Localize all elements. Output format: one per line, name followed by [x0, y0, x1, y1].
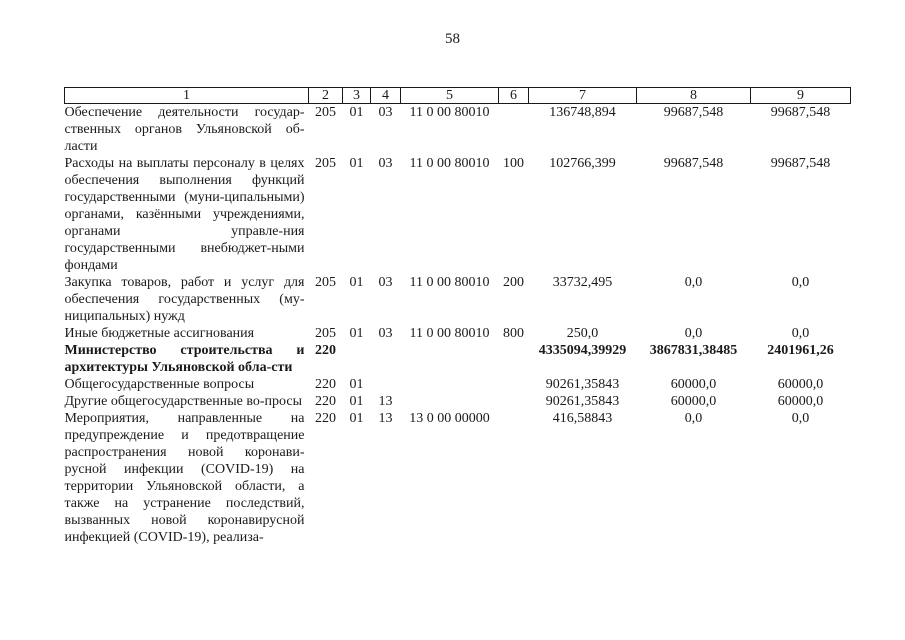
table-row: [65, 104, 851, 156]
table-row: [65, 325, 851, 342]
budget-table: [64, 87, 851, 546]
row-name: Общегосударственные вопросы: [64, 377, 255, 392]
row-code-4: 03: [378, 105, 393, 120]
column-header: 6: [499, 88, 529, 104]
row-code-3: 01: [349, 377, 364, 392]
row-code-2: 205: [315, 156, 336, 171]
column-header: 8: [637, 88, 751, 104]
row-name: Обеспечение деятельности государ-ственных органов Ульяновской об-ласти: [64, 105, 305, 154]
row-amount-9: 2401961,26: [767, 343, 834, 358]
row-amount-7: 4335094,39929: [538, 343, 627, 358]
row-code-6: [499, 393, 529, 410]
row-code-4: 13: [378, 411, 393, 426]
row-code-4: 03: [378, 156, 393, 171]
row-code-6: 100: [503, 156, 524, 171]
row-code-3: 01: [349, 275, 364, 290]
row-code-5: [401, 376, 499, 393]
row-amount-8: 99687,548: [663, 105, 724, 120]
row-code-6: [499, 376, 529, 393]
row-code-5: 11 0 00 80010: [409, 326, 490, 341]
row-amount-8: 0,0: [684, 275, 703, 290]
row-code-2: 220: [315, 411, 336, 426]
row-code-3: 01: [349, 326, 364, 341]
row-code-4: 03: [378, 326, 393, 341]
row-amount-9: 99687,548: [770, 156, 831, 171]
row-code-3: 01: [349, 394, 364, 409]
row-code-2: 205: [315, 105, 336, 120]
header-row: [65, 88, 851, 104]
table-row: [65, 410, 851, 546]
row-amount-8: 0,0: [684, 411, 703, 426]
column-header: 9: [751, 88, 851, 104]
table-row: [65, 274, 851, 325]
row-name: Закупка товаров, работ и услуг для обеспечения государственных (му-ниципальных) нужд: [64, 275, 305, 324]
row-code-5: 11 0 00 80010: [409, 275, 490, 290]
row-code-5: [401, 342, 499, 376]
row-amount-7: 90261,35843: [545, 394, 620, 409]
row-amount-7: 416,58843: [552, 411, 613, 426]
row-amount-9: 60000,0: [777, 377, 824, 392]
row-code-3: 01: [349, 156, 364, 171]
row-amount-9: 0,0: [791, 275, 810, 290]
row-amount-8: 99687,548: [663, 156, 724, 171]
table-row: [65, 155, 851, 274]
row-code-3: 01: [349, 105, 364, 120]
row-code-6: [499, 342, 529, 376]
column-header: 2: [309, 88, 343, 104]
row-code-4: [371, 376, 401, 393]
row-amount-9: 99687,548: [770, 105, 831, 120]
row-code-5: 11 0 00 80010: [409, 156, 490, 171]
column-header: 4: [371, 88, 401, 104]
row-code-5: 13 0 00 00000: [409, 411, 490, 426]
row-amount-7: 250,0: [566, 326, 599, 341]
page-number: 58: [445, 31, 460, 47]
row-code-3: 01: [349, 411, 364, 426]
row-code-6: [499, 410, 529, 546]
row-code-2: 220: [315, 394, 336, 409]
row-code-2: 205: [315, 275, 336, 290]
row-amount-7: 33732,495: [552, 275, 613, 290]
row-code-4: 13: [378, 394, 393, 409]
row-name: Министерство строительства и архитектуры Ульяновской обла-сти: [64, 343, 305, 375]
table-row: [65, 342, 851, 376]
row-amount-7: 102766,399: [549, 156, 616, 171]
row-name: Мероприятия, направленные на предупреждение и предотвращение распространения новой коронави-русной инфекции (COVID-19) на территории Ульяновской области, а также на устранение последствий, вызванных новой коронавирусной инфекцией (COVID-19), реализа-: [64, 411, 305, 545]
row-name: Иные бюджетные ассигнования: [64, 326, 255, 341]
row-amount-8: 0,0: [684, 326, 703, 341]
row-code-5: [401, 393, 499, 410]
row-code-2: 220: [315, 343, 336, 358]
row-amount-8: 60000,0: [670, 377, 717, 392]
row-amount-7: 90261,35843: [545, 377, 620, 392]
table-row: [65, 393, 851, 410]
row-amount-9: 60000,0: [777, 394, 824, 409]
row-amount-9: 0,0: [791, 411, 810, 426]
column-header: 5: [401, 88, 499, 104]
row-code-6: 800: [503, 326, 524, 341]
row-code-6: [499, 104, 529, 156]
row-code-2: 220: [315, 377, 336, 392]
row-amount-9: 0,0: [791, 326, 810, 341]
row-code-2: 205: [315, 326, 336, 341]
row-code-4: 03: [378, 275, 393, 290]
row-amount-8: 3867831,38485: [649, 343, 738, 358]
column-header: 1: [65, 88, 309, 104]
row-amount-7: 136748,894: [549, 105, 616, 120]
row-code-6: 200: [503, 275, 524, 290]
row-code-4: [371, 342, 401, 376]
column-header: 3: [343, 88, 371, 104]
column-header: 7: [529, 88, 637, 104]
row-name: Другие общегосударственные во-просы: [64, 394, 302, 409]
row-name: Расходы на выплаты персоналу в целях обеспечения выполнения функций государственными (муни-ципальными) органами, казёнными учреждениями, органами управле-ния государственными внебюджет-ными фондами: [64, 156, 305, 273]
row-amount-8: 60000,0: [670, 394, 717, 409]
row-code-5: 11 0 00 80010: [409, 105, 490, 120]
row-code-3: [343, 342, 371, 376]
table-row: [65, 376, 851, 393]
